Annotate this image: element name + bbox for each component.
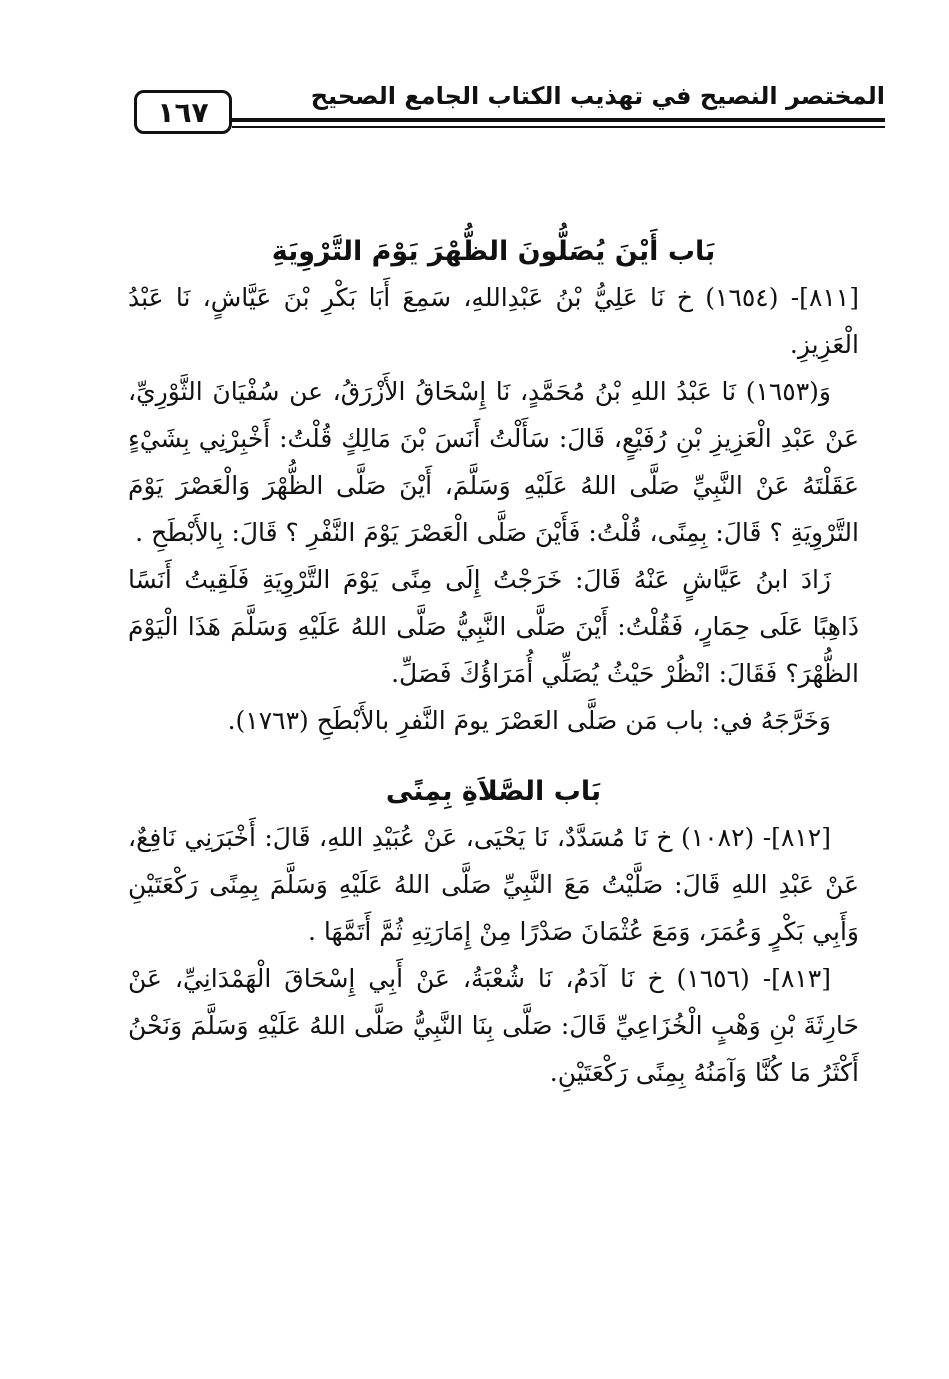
- section-title: بَاب أَيْنَ يُصَلُّونَ الظُّهْرَ يَوْمَ التَّرْوِيَةِ: [271, 236, 716, 267]
- cross-reference-note: وَخَرَّجَهُ في: باب مَن صَلَّى العَصْرَ يومَ النَّفرِ بالأَبْطَحِ (١٧٦٣).: [227, 706, 831, 735]
- page-header: [128, 78, 885, 138]
- hadith-paragraph: [٨١١]- (١٦٥٤) خ نَا عَلِيُّ بْنُ عَبْدِاللهِ، سَمِعَ أَبَا بَكْرِ بْنَ عَيَّاشٍ، نَا عَبْدُ الْعَزِيزِ.: [128, 283, 860, 359]
- hadith-paragraph: [٨١٣]- (١٦٥٦) خ نَا آدَمُ، نَا شُعْبَةُ، عَنْ أَبِي إِسْحَاقَ الْهَمْدَانِيِّ، عَنْ حَارِثَةَ بْنِ وَهْبٍ الْخُزَاعِيِّ قَالَ: صَلَّى بِنَا النَّبِيُّ صَلَّى اللهُ عَلَيْهِ وَسَلَّمَ وَنَحْنُ أَكْثَرُ مَا كُنَّا وَآمَنُهُ بِمِنًى رَكْعَتَيْنِ.: [128, 964, 859, 1087]
- book-title: المختصر النصيح في تهذيب الكتاب الجامع الصحيح: [310, 82, 885, 110]
- page-number-box: [134, 90, 232, 134]
- page-number: ١٦٧: [157, 95, 209, 129]
- header-rule-thick: [232, 118, 885, 122]
- header-rule-thin: [232, 126, 885, 128]
- section-title: بَاب الصَّلاَةِ بِمِنًى: [385, 776, 602, 807]
- section-gap: [128, 744, 859, 770]
- page-body: [128, 230, 859, 1096]
- hadith-paragraph: وَ(١٦٥٣) نَا عَبْدُ اللهِ بْنُ مُحَمَّدٍ، نَا إِسْحَاقُ الأَزْرَقُ، عن سُفْيَانَ الثَّوْرِيِّ، عَنْ عَبْدِ الْعَزِيزِ بْنِ رُفَيْعٍ، قَالَ: سَأَلْتُ أَنَسَ بْنَ مَالِكٍ قُلْتُ: أَخْبِرْنِي بِشَيْءٍ عَقَلْتَهُ عَنْ النَّبِيِّ صَلَّى اللهُ عَلَيْهِ وَسَلَّمَ، أَيْنَ صَلَّى الظُّهْرَ وَالْعَصْرَ يَوْمَ التَّرْوِيَةِ ؟ قَالَ: بِمِنًى، قُلْتُ: فَأَيْنَ صَلَّى الْعَصْرَ يَوْمَ النَّفْرِ ؟ قَالَ: بِالأَبْطَحِ .: [128, 377, 859, 547]
- hadith-paragraph: [٨١٢]- (١٠٨٢) خ نَا مُسَدَّدٌ، نَا يَحْيَى، عَنْ عُبَيْدِ اللهِ، قَالَ: أَخْبَرَنِي نَافِعٌ، عَنْ عَبْدِ اللهِ قَالَ: صَلَّيْتُ مَعَ النَّبِيِّ صَلَّى اللهُ عَلَيْهِ وَسَلَّمَ بِمِنًى رَكْعَتَيْنِ وَأَبِي بَكْرٍ وَعُمَرَ، وَمَعَ عُثْمَانَ صَدْرًا مِنْ إِمَارَتِهِ ثُمَّ أَتَمَّهَا .: [128, 823, 859, 946]
- hadith-paragraph: زَادَ ابنُ عَيَّاشٍ عَنْهُ قَالَ: خَرَجْتُ إِلَى مِنًى يَوْمَ التَّرْوِيَةِ فَلَقِيتُ أَنَسًا ذَاهِبًا عَلَى حِمَارٍ، فَقُلْتُ: أَيْنَ صَلَّى النَّبِيُّ صَلَّى اللهُ عَلَيْهِ وَسَلَّمَ هَذَا الْيَوْمَ الظُّهْرَ؟ فَقَالَ: انْظُرْ حَيْثُ يُصَلِّي أُمَرَاؤُكَ فَصَلِّ.: [128, 565, 859, 688]
